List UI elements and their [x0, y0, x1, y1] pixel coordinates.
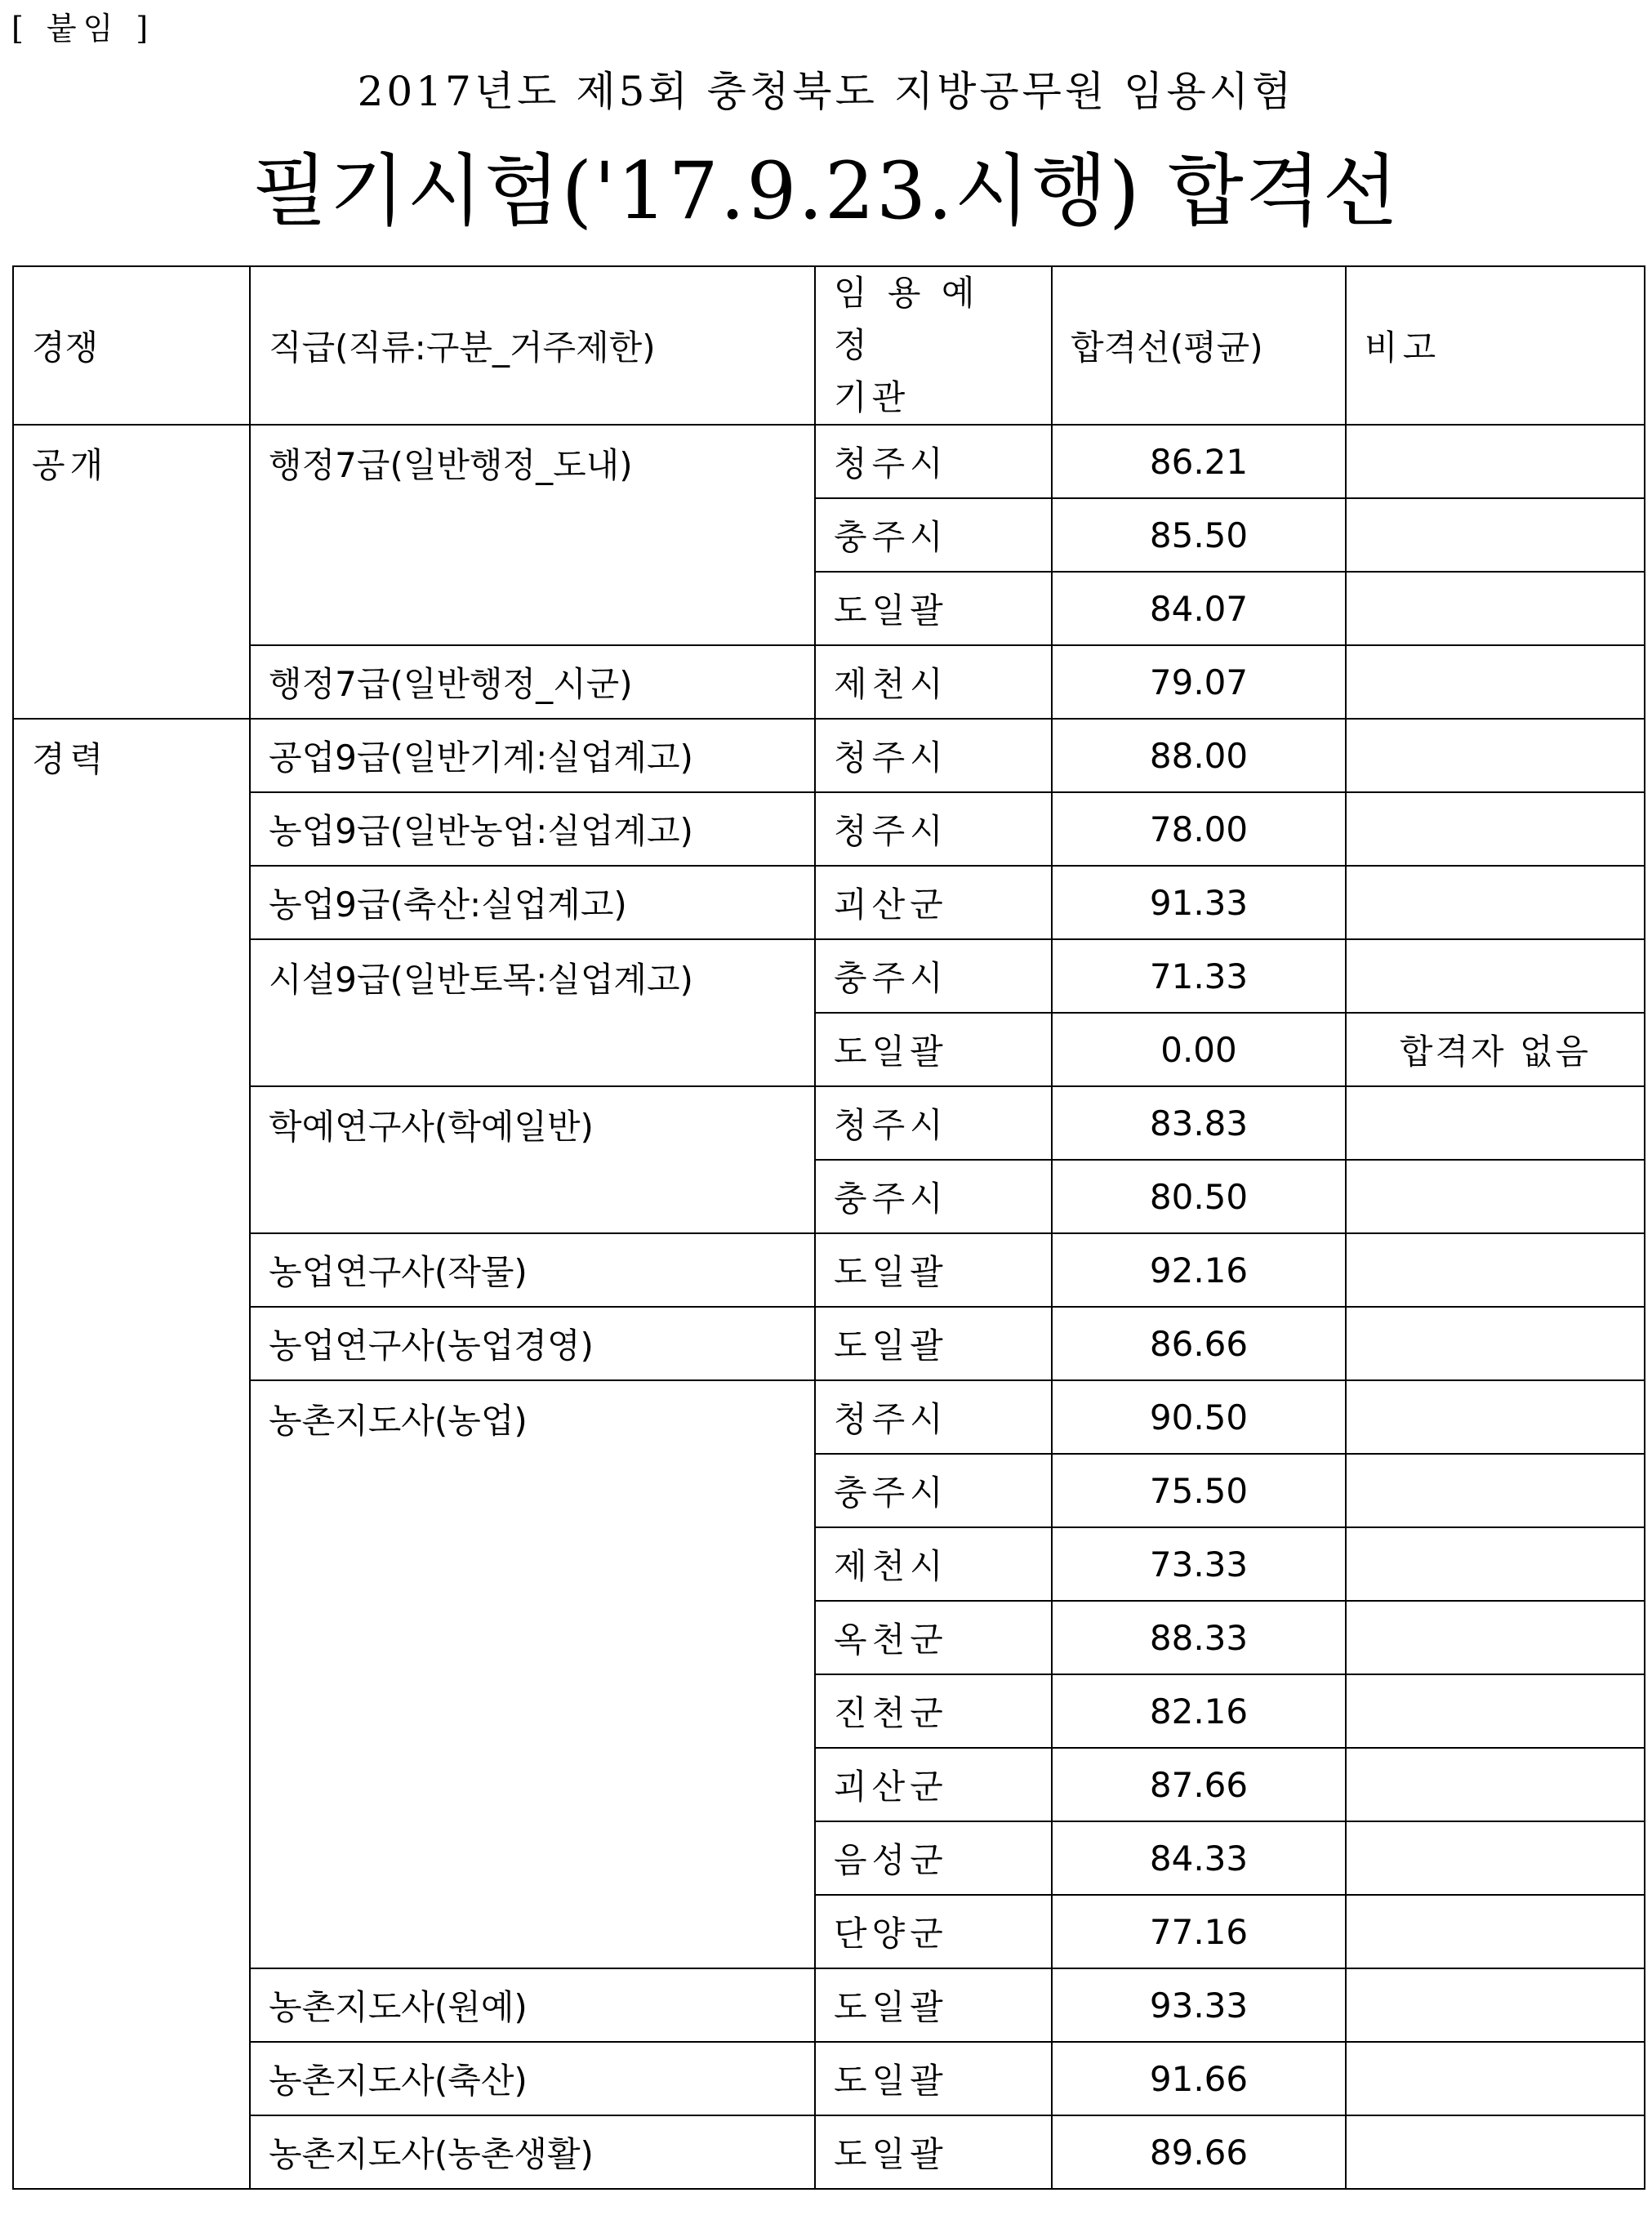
cutoff-cell: 93.33 [1052, 1968, 1346, 2042]
remarks-cell [1346, 425, 1645, 498]
header-org-line2: 기관 [834, 377, 911, 417]
cutoff-cell: 88.00 [1052, 719, 1346, 792]
org-cell: 제천시 [815, 645, 1052, 719]
org-cell: 도일괄 [815, 572, 1052, 645]
remarks-cell [1346, 1454, 1645, 1527]
remarks-cell [1346, 1748, 1645, 1821]
table-row [13, 866, 1645, 939]
cutoff-cell: 88.33 [1052, 1601, 1346, 1674]
cutoff-cell: 77.16 [1052, 1895, 1346, 1968]
remarks-cell [1346, 2115, 1645, 2189]
remarks-cell [1346, 1821, 1645, 1895]
remarks-cell [1346, 792, 1645, 866]
org-cell: 도일괄 [815, 1013, 1052, 1086]
table-row [13, 2115, 1645, 2189]
grade-cell: 농촌지도사(원예) [250, 1968, 815, 2042]
cutoff-cell: 91.66 [1052, 2042, 1346, 2115]
header-remarks: 비고 [1346, 266, 1645, 425]
remarks-cell [1346, 572, 1645, 645]
header-cutoff: 합격선(평균) [1052, 266, 1346, 425]
remarks-cell [1346, 1380, 1645, 1454]
table-row [13, 1380, 1645, 1454]
remarks-cell [1346, 1674, 1645, 1748]
org-cell: 청주시 [815, 1380, 1052, 1454]
org-cell: 충주시 [815, 1454, 1052, 1527]
grade-cell: 농촌지도사(농업) [250, 1380, 815, 1968]
remarks-cell [1346, 1307, 1645, 1380]
cutoff-cell: 80.50 [1052, 1160, 1346, 1233]
header-org-line1: 임 용 예 정 [834, 273, 980, 365]
org-cell: 청주시 [815, 719, 1052, 792]
remarks-cell [1346, 645, 1645, 719]
org-cell: 도일괄 [815, 1307, 1052, 1380]
remarks-cell: 합격자 없음 [1346, 1013, 1645, 1086]
cutoff-cell: 71.33 [1052, 939, 1346, 1013]
cutoff-cell: 92.16 [1052, 1233, 1346, 1307]
org-cell: 제천시 [815, 1527, 1052, 1601]
cutoff-cell: 90.50 [1052, 1380, 1346, 1454]
remarks-cell [1346, 719, 1645, 792]
cutoff-cell: 86.21 [1052, 425, 1346, 498]
attachment-label: [ 붙임 ] [11, 11, 155, 47]
table-row [13, 645, 1645, 719]
org-cell: 음성군 [815, 1821, 1052, 1895]
document-subtitle: 필기시험('17.9.23.시행) 합격선 [252, 145, 1400, 237]
cutoff-cell: 84.33 [1052, 1821, 1346, 1895]
cutoff-cell: 78.00 [1052, 792, 1346, 866]
grade-cell: 학예연구사(학예일반) [250, 1086, 815, 1233]
table-row [13, 1233, 1645, 1307]
remarks-cell [1346, 866, 1645, 939]
grade-cell: 농업연구사(작물) [250, 1233, 815, 1307]
remarks-cell [1346, 1895, 1645, 1968]
grade-cell: 농업9급(축산:실업계고) [250, 866, 815, 939]
org-cell: 충주시 [815, 1160, 1052, 1233]
org-cell: 옥천군 [815, 1601, 1052, 1674]
org-cell: 단양군 [815, 1895, 1052, 1968]
grade-cell: 농촌지도사(농촌생활) [250, 2115, 815, 2189]
cutoff-cell: 75.50 [1052, 1454, 1346, 1527]
header-grade: 직급(직류:구분_거주제한) [250, 266, 815, 425]
cutoff-cell: 85.50 [1052, 498, 1346, 572]
grade-cell: 공업9급(일반기계:실업계고) [250, 719, 815, 792]
cutoff-cell: 91.33 [1052, 866, 1346, 939]
org-cell: 도일괄 [815, 2042, 1052, 2115]
remarks-cell [1346, 1160, 1645, 1233]
cutoff-cell: 82.16 [1052, 1674, 1346, 1748]
org-cell: 괴산군 [815, 1748, 1052, 1821]
table-row [13, 1307, 1645, 1380]
remarks-cell [1346, 939, 1645, 1013]
grade-cell: 농촌지도사(축산) [250, 2042, 815, 2115]
remarks-cell [1346, 1527, 1645, 1601]
table-row [13, 425, 1645, 498]
grade-cell: 농업연구사(농업경영) [250, 1307, 815, 1380]
table-row [13, 1086, 1645, 1160]
org-cell: 도일괄 [815, 1968, 1052, 2042]
grade-cell: 행정7급(일반행정_시군) [250, 645, 815, 719]
org-cell: 충주시 [815, 498, 1052, 572]
table-row [13, 2042, 1645, 2115]
cutoff-cell: 84.07 [1052, 572, 1346, 645]
org-cell: 청주시 [815, 425, 1052, 498]
remarks-cell [1346, 1968, 1645, 2042]
competition-cell: 경력 [13, 719, 250, 2189]
grade-cell: 시설9급(일반토목:실업계고) [250, 939, 815, 1086]
cutoff-cell: 86.66 [1052, 1307, 1346, 1380]
remarks-cell [1346, 1233, 1645, 1307]
cutoff-cell: 83.83 [1052, 1086, 1346, 1160]
table-header-row [13, 266, 1645, 425]
cutoff-cell: 79.07 [1052, 645, 1346, 719]
org-cell: 괴산군 [815, 866, 1052, 939]
org-cell: 청주시 [815, 792, 1052, 866]
cutoff-cell: 73.33 [1052, 1527, 1346, 1601]
header-org [815, 266, 1052, 425]
org-cell: 진천군 [815, 1674, 1052, 1748]
table-row [13, 792, 1645, 866]
remarks-cell [1346, 498, 1645, 572]
cutoff-table [12, 265, 1645, 2190]
competition-cell: 공개 [13, 425, 250, 719]
cutoff-cell: 89.66 [1052, 2115, 1346, 2189]
org-cell: 도일괄 [815, 1233, 1052, 1307]
org-cell: 청주시 [815, 1086, 1052, 1160]
remarks-cell [1346, 1086, 1645, 1160]
grade-cell: 행정7급(일반행정_도내) [250, 425, 815, 645]
cutoff-cell: 87.66 [1052, 1748, 1346, 1821]
grade-cell: 농업9급(일반농업:실업계고) [250, 792, 815, 866]
table-row [13, 719, 1645, 792]
document-title: 2017년도 제5회 충청북도 지방공무원 임용시험 [357, 68, 1295, 115]
org-cell: 도일괄 [815, 2115, 1052, 2189]
header-competition: 경쟁 [13, 266, 250, 425]
table-row [13, 1968, 1645, 2042]
org-cell: 충주시 [815, 939, 1052, 1013]
remarks-cell [1346, 2042, 1645, 2115]
remarks-cell [1346, 1601, 1645, 1674]
cutoff-cell: 0.00 [1052, 1013, 1346, 1086]
table-row [13, 939, 1645, 1013]
